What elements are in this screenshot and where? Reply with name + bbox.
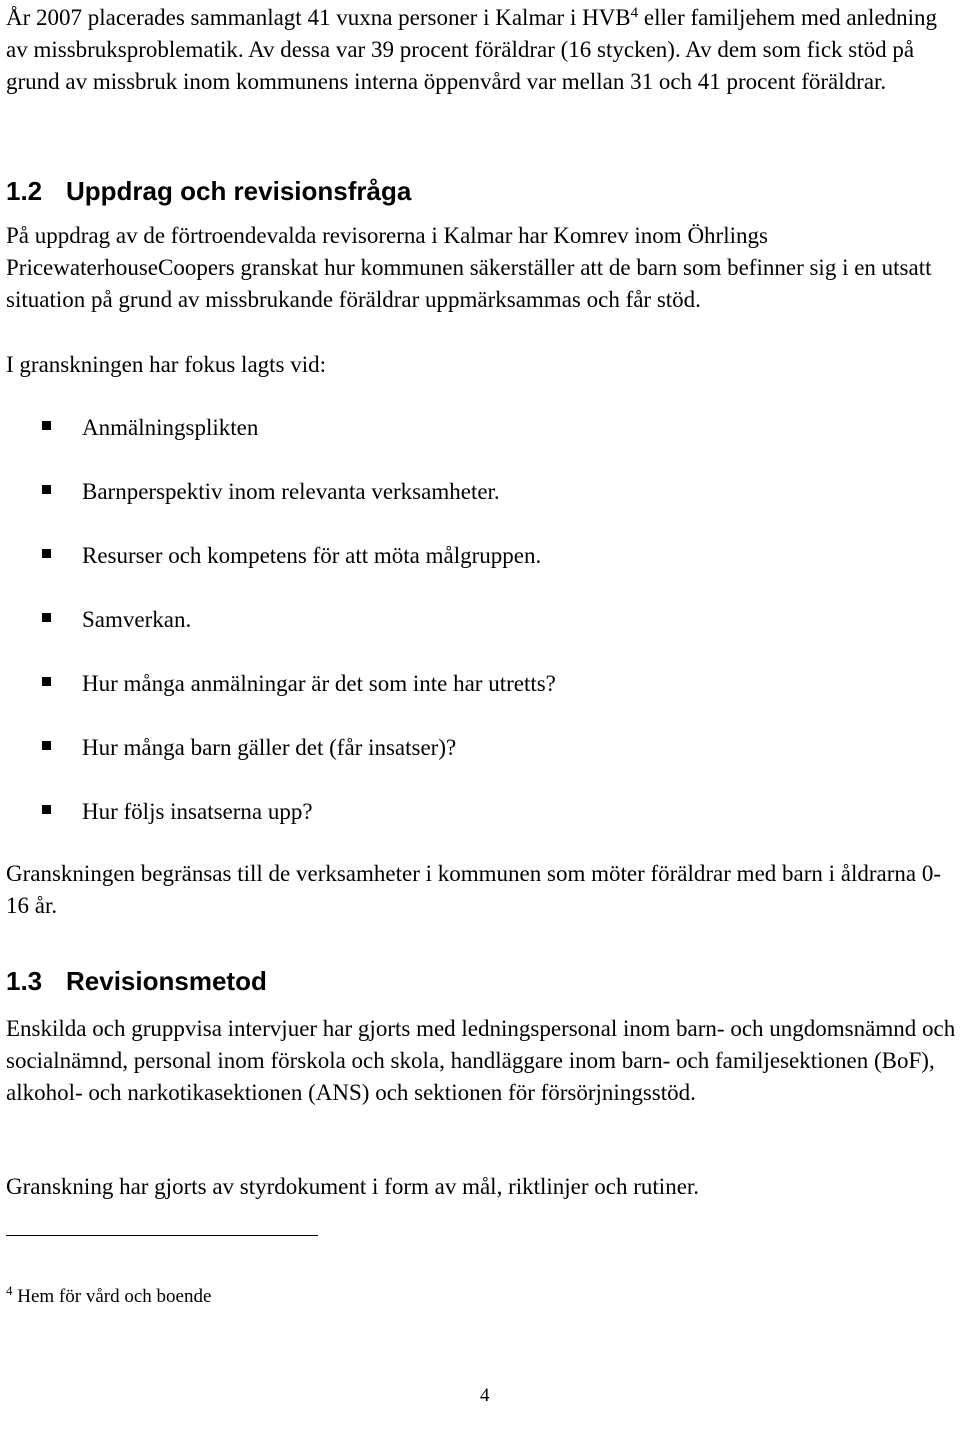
list-item (6, 540, 556, 604)
section-heading-1-3 (6, 965, 267, 997)
list-item (6, 668, 556, 732)
assignment-paragraph: På uppdrag av de förtroendevalda revisorerna i Kalmar har Komrev inom Öhrlings PricewaterhouseCoopers granskat hur kommunen säkerställer att de barn som befinner sig i en utsatt situation på grund av missbrukande föräldrar uppmärksammas och får stöd. (6, 223, 932, 312)
section-title: Uppdrag och revisionsfråga (66, 176, 412, 206)
section-heading-1-2 (6, 175, 411, 207)
square-bullet-icon (42, 677, 51, 686)
square-bullet-icon (42, 613, 51, 622)
section-title: Revisionsmetod (66, 966, 267, 996)
square-bullet-icon (42, 805, 51, 814)
square-bullet-icon (42, 741, 51, 750)
scope-paragraph: Granskningen begränsas till de verksamheter i kommunen som möter föräldrar med barn i åldrarna 0-16 år. (6, 861, 942, 918)
list-item-text: Samverkan. (82, 607, 192, 632)
focus-bullet-list (6, 412, 556, 860)
list-item-text: Hur många barn gäller det (får insatser)? (82, 735, 457, 760)
page-number: 4 (480, 1385, 490, 1406)
footnote-marker: 4 (6, 1282, 13, 1298)
focus-intro-paragraph: I granskningen har fokus lagts vid: (6, 352, 327, 377)
intro-text-start: År 2007 placerades sammanlagt 41 vuxna personer i Kalmar i HVB (6, 5, 631, 30)
documents-paragraph: Granskning har gjorts av styrdokument i form av mål, riktlinjer och rutiner. (6, 1174, 700, 1199)
list-item-text: Hur många anmälningar är det som inte har utretts? (82, 671, 556, 696)
footnote-text: Hem för vård och boende (12, 1286, 212, 1307)
section-number: 1.3 (6, 966, 43, 996)
method-paragraph: Enskilda och gruppvisa intervjuer har gjorts med ledningspersonal inom barn- och ungdomsnämnd och socialnämnd, personal inom förskola och skola, handläggare inom barn- och familjesektionen (BoF), alkohol- och narkotikasektionen (ANS) och sektionen för försörjningsstöd. (6, 1016, 956, 1105)
square-bullet-icon (42, 485, 51, 494)
list-item-text: Barnperspektiv inom relevanta verksamheter. (82, 479, 500, 504)
list-item (6, 732, 556, 796)
list-item-text: Resurser och kompetens för att möta målgruppen. (82, 543, 542, 568)
footnote-reference[interactable]: 4 (630, 4, 639, 21)
list-item (6, 412, 556, 476)
square-bullet-icon (42, 421, 51, 430)
section-number: 1.2 (6, 176, 43, 206)
footnote-separator (6, 1235, 318, 1236)
list-item (6, 796, 556, 860)
list-item-text: Anmälningsplikten (82, 415, 259, 440)
list-item (6, 604, 556, 668)
intro-paragraph (6, 2, 956, 98)
list-item-text: Hur följs insatserna upp? (82, 799, 313, 824)
list-item (6, 476, 556, 540)
square-bullet-icon (42, 549, 51, 558)
footnote (6, 1284, 211, 1310)
intro-text-end: eller familjehem med anledning av missbruksproblematik. Av dessa var 39 procent föräldrar (16 stycken). Av dem som fick stöd på grund av missbruk inom kommunens interna öppenvård var mellan 31 och 41 procent föräldrar. (6, 5, 938, 94)
